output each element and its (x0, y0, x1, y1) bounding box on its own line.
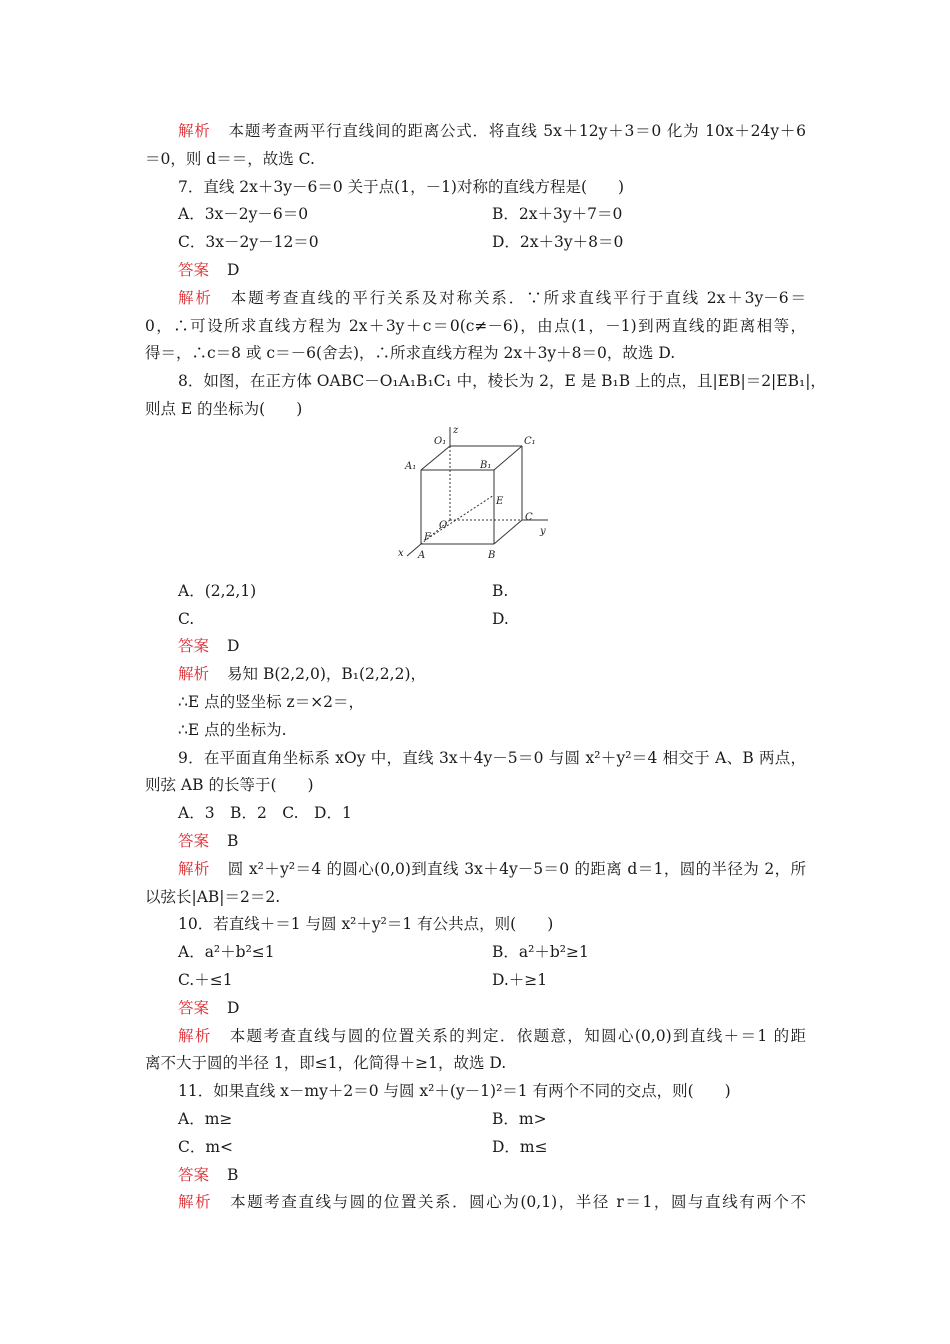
text-line (145, 800, 806, 828)
text-line (145, 174, 806, 202)
document-body (145, 118, 826, 1217)
line-text: 10．若直线＋＝1 与圆 x²＋y²＝1 有公共点，则( ) (178, 915, 554, 934)
axis-label-x: x (398, 547, 404, 559)
analysis-label: 解析 (178, 665, 210, 684)
point-label-e: E (496, 495, 504, 507)
line-text: 圆 x²＋y²＝4 的圆心(0,0)到直线 3x＋4y－5＝0 的距离 d＝1，圆的半径为 2，所 (227, 859, 806, 878)
text-line (145, 717, 806, 745)
answer-label: 答案 (178, 1165, 210, 1184)
option-row (145, 201, 806, 229)
option: A．m≥ (178, 1109, 233, 1128)
option: D．m≤ (492, 1137, 548, 1156)
option: A．(2,2,1) (178, 581, 257, 600)
text-line (145, 689, 806, 717)
text-line (145, 745, 806, 773)
line-text: 得＝，∴c＝8 或 c＝－6(舍去)，∴所求直线方程为 2x＋3y＋8＝0，故选 D. (145, 344, 676, 363)
line-text: 9．在平面直角坐标系 xOy 中，直线 3x＋4y－5＝0 与圆 x²＋y²＝4 相交于 A、B 两点， (178, 748, 806, 767)
text-line (145, 313, 806, 341)
option: C．3x－2y－12＝0 (178, 233, 319, 252)
vertex-label-o1: O₁ (434, 435, 447, 447)
line-text: 7．直线 2x＋3y－6＝0 关于点(1，－1)对称的直线方程是( ) (178, 177, 625, 196)
vertex-label-a1: A₁ (405, 460, 417, 472)
text-line (145, 257, 806, 285)
vertex-label-b: B (488, 549, 496, 561)
line-text: 易知 B(2,2,0)，B₁(2,2,2)， (227, 665, 427, 684)
text-line (145, 1050, 806, 1078)
analysis-label: 解析 (178, 1193, 213, 1212)
line-text: 离不大于圆的半径 1，即≤1，化简得＋≥1，故选 D. (145, 1054, 507, 1073)
line-text: 8．如图，在正方体 OABC－O₁A₁B₁C₁ 中，棱长为 2，E 是 B₁B 上的点，且|EB|＝2|EB₁|， (178, 372, 826, 391)
option-row (145, 967, 806, 995)
text-line (145, 118, 806, 146)
answer-label: 答案 (178, 998, 210, 1017)
text-line (145, 1023, 806, 1051)
analysis-label: 解析 (178, 122, 211, 140)
line-text: 则点 E 的坐标为( ) (145, 399, 303, 418)
axis-label-y: y (540, 525, 546, 537)
line-text: B (227, 1165, 239, 1184)
option-row (145, 1106, 806, 1134)
text-line (145, 856, 806, 884)
option-row (145, 578, 806, 606)
option: C. (178, 609, 195, 628)
analysis-label: 解析 (178, 288, 213, 307)
option-row (145, 229, 806, 257)
text-line (145, 1078, 806, 1106)
option: D．2x＋3y＋8＝0 (492, 233, 624, 252)
option: B．m> (492, 1109, 547, 1128)
option-row (145, 1134, 806, 1162)
option: C.＋≤1 (178, 970, 233, 989)
option: B．2x＋3y＋7＝0 (492, 205, 623, 224)
vertex-label-o: O (439, 519, 448, 531)
text-line (145, 1189, 806, 1217)
text-line (145, 1162, 806, 1190)
line-text: ∴E 点的坐标为. (178, 720, 287, 739)
cube-figure (398, 424, 570, 564)
vertex-label-c1: C₁ (524, 435, 536, 447)
text-line (145, 633, 806, 661)
option: B. (492, 581, 509, 600)
text-line (145, 772, 806, 800)
option: B．a²＋b²≥1 (492, 943, 589, 962)
text-line (145, 146, 806, 174)
text-line (145, 995, 806, 1023)
line-text: B (227, 831, 239, 850)
vertex-label-a: A (418, 549, 426, 561)
line-text: 0，∴可设所求直线方程为 2x＋3y＋c＝0(c≠－6)，由点(1，－1)到两直线的距离相等， (145, 316, 806, 335)
line-text: 以弦长|AB|＝2＝2. (145, 887, 281, 906)
point-label-f: F (424, 531, 431, 543)
line-text: 则弦 AB 的长等于( ) (145, 776, 314, 795)
text-line (145, 828, 806, 856)
text-line (145, 340, 806, 368)
text-line (145, 396, 806, 424)
option: A．3x－2y－6＝0 (178, 205, 309, 224)
line-text: 11．如果直线 x－my＋2＝0 与圆 x²＋(y－1)²＝1 有两个不同的交点，则( ) (178, 1082, 731, 1101)
line-text: D (227, 637, 240, 656)
option: C．m< (178, 1137, 234, 1156)
answer-label: 答案 (178, 637, 210, 656)
analysis-label: 解析 (178, 1026, 212, 1045)
answer-label: 答案 (178, 831, 210, 850)
line-text: 本题考查直线的平行关系及对称关系．∵所求直线平行于直线 2x＋3y－6＝ (230, 288, 806, 307)
text-line (145, 285, 806, 313)
axis-label-z: z (453, 424, 459, 436)
option: D. (492, 609, 509, 628)
analysis-label: 解析 (178, 859, 210, 878)
text-line (145, 911, 806, 939)
vertex-label-b1: B₁ (480, 459, 492, 471)
option: A．a²＋b²≤1 (178, 943, 275, 962)
text-line (145, 368, 826, 396)
line-text: A．3 B．2 C. D．1 (178, 804, 352, 823)
option-row (145, 606, 806, 634)
line-text: D (227, 260, 240, 279)
line-text: 本题考查直线与圆的位置关系．圆心为(0,1)，半径 r＝1，圆与直线有两个不 (230, 1193, 806, 1212)
line-text: 本题考查直线与圆的位置关系的判定．依题意，知圆心(0,0)到直线＋＝1 的距 (229, 1026, 806, 1045)
text-line (145, 884, 806, 912)
answer-label: 答案 (178, 260, 210, 279)
option-row (145, 939, 806, 967)
vertex-label-c: C (525, 511, 533, 523)
line-text: ∴E 点的竖坐标 z＝×2＝， (178, 692, 365, 711)
text-line (145, 661, 806, 689)
option: D.＋≥1 (492, 970, 548, 989)
figure-block (145, 424, 806, 578)
line-text: 本题考查两平行直线间的距离公式．将直线 5x＋12y＋3＝0 化为 10x＋24y＋6 (228, 122, 806, 140)
line-text: D (227, 998, 240, 1017)
line-text: ＝0，则 d＝＝，故选 C. (145, 149, 315, 168)
